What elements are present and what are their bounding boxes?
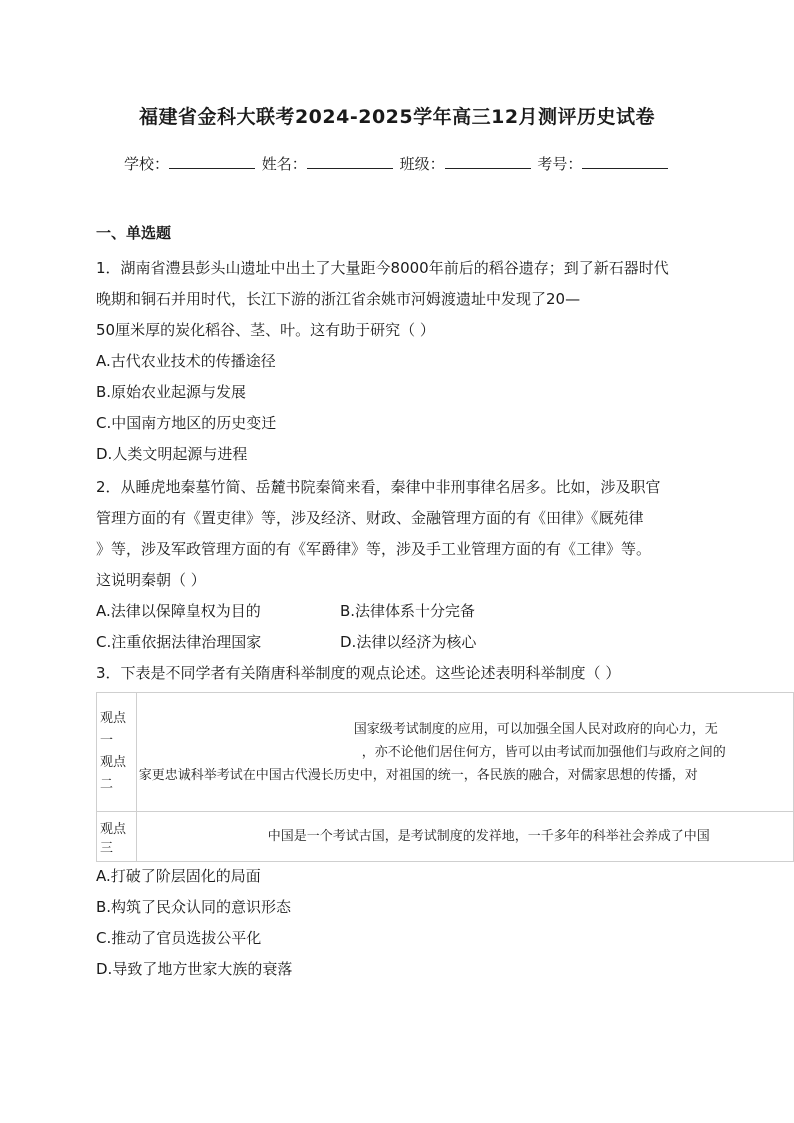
- viewpoint-text-line: 国家级考试制度的应用，可以加强全国人民对政府的向心力，无: [353, 721, 718, 737]
- q3-option-c[interactable]: C.推动了官员选拔公平化: [96, 929, 262, 947]
- q2-option-d[interactable]: D.法律以经济为核心: [340, 633, 477, 651]
- q1-stem-line: 1．湖南省澧县彭头山遗址中出土了大量距今8000年前后的稻谷遗存；到了新石器时代: [96, 259, 669, 277]
- viewpoint-text-cell: [136, 693, 793, 812]
- table-row: [97, 812, 794, 862]
- viewpoint-text-cell: [136, 812, 793, 862]
- q3-option-b[interactable]: B.构筑了民众认同的意识形态: [96, 898, 292, 916]
- q3-option-a[interactable]: A.打破了阶层固化的局面: [96, 867, 261, 885]
- number-blank: [582, 154, 668, 169]
- q3-option-d[interactable]: D.导致了地方世家大族的衰落: [96, 960, 293, 978]
- viewpoint-2-label: 观点二: [100, 755, 127, 792]
- school-blank: [169, 154, 255, 169]
- viewpoints-table: [96, 692, 794, 862]
- viewpoint-1-label: 观点一: [100, 711, 127, 748]
- q2-stem-line: 2．从睡虎地秦墓竹简、岳麓书院秦简来看，秦律中非刑事律名居多。比如，涉及职官: [96, 478, 661, 496]
- q1-option-d[interactable]: D.人类文明起源与进程: [96, 445, 248, 463]
- school-label: 学校：: [124, 155, 170, 173]
- q2-stem-line: 管理方面的有《置吏律》等，涉及经济、财政、金融管理方面的有《田律》《厩苑律: [96, 509, 644, 527]
- q1-stem-line: 晚期和铜石并用时代，长江下游的浙江省余姚市河姆渡遗址中发现了20—: [96, 290, 581, 308]
- q2-stem-line: 这说明秦朝（ ）: [96, 571, 206, 589]
- section-heading: 一、单选题: [96, 224, 172, 242]
- q2-option-a[interactable]: A.法律以保障皇权为目的: [96, 602, 261, 620]
- class-label: 班级：: [399, 155, 445, 173]
- q1-option-b[interactable]: B.原始农业起源与发展: [96, 383, 247, 401]
- q1-option-a[interactable]: A.古代农业技术的传播途径: [96, 352, 276, 370]
- class-blank: [445, 154, 531, 169]
- q1-stem-line: 50厘米厚的炭化稻谷、茎、叶。这有助于研究（ ）: [96, 321, 435, 339]
- number-label: 考号：: [537, 155, 583, 173]
- q2-option-c[interactable]: C.注重依据法律治理国家: [96, 633, 262, 651]
- viewpoint-text-line: ，亦不论他们居住何方，皆可以由考试而加强他们与政府之间的: [361, 744, 726, 760]
- viewpoint-text-line: 中国是一个考试古国，是考试制度的发祥地，一千多年的科举社会养成了中国: [267, 829, 710, 844]
- q2-option-b[interactable]: B.法律体系十分完备: [340, 602, 476, 620]
- name-blank: [307, 154, 393, 169]
- q1-option-c[interactable]: C.中国南方地区的历史变迁: [96, 414, 277, 432]
- name-label: 姓名：: [261, 155, 307, 173]
- table-row: [97, 693, 794, 812]
- viewpoint-label-cell: [97, 693, 137, 812]
- q3-stem: 3．下表是不同学者有关隋唐科举制度的观点论述。这些论述表明科举制度（ ）: [96, 664, 621, 682]
- q2-stem-line: 》等，涉及军政管理方面的有《军爵律》等，涉及手工业管理方面的有《工律》等。: [96, 540, 652, 558]
- viewpoint-text-line: 家更忠诚科举考试在中国古代漫长历史中，对祖国的统一，各民族的融合，对儒家思想的传播，对: [138, 767, 698, 783]
- page-title: 福建省金科大联考2024-2025学年高三12月测评历史试卷: [138, 106, 656, 128]
- student-info-row: [124, 153, 670, 174]
- viewpoint-3-label: 观点三: [97, 812, 137, 862]
